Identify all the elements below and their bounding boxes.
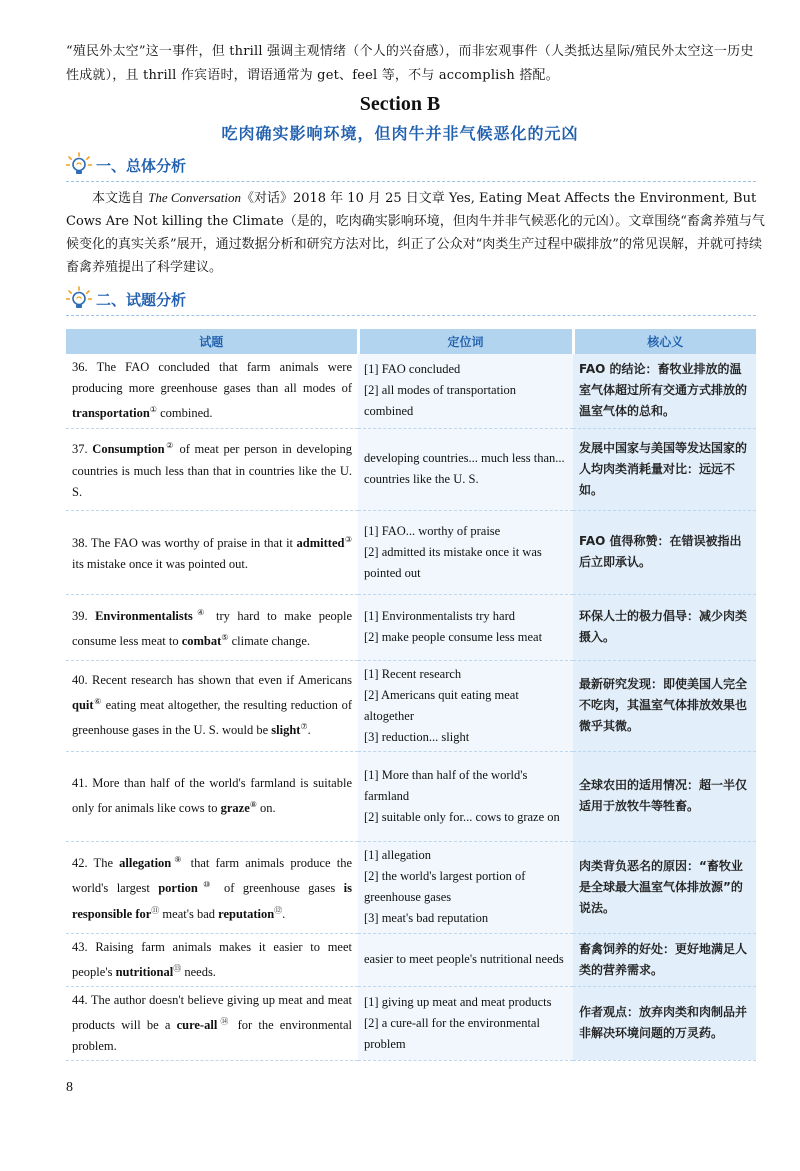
question-cell xyxy=(66,933,358,986)
question-text: . xyxy=(307,723,311,738)
locator-line: [1] allegation xyxy=(364,848,431,862)
question-text: 40. Recent research has shown that even if Americans xyxy=(72,672,352,687)
locator-cell xyxy=(358,354,573,428)
question-text: 42. The xyxy=(72,856,120,871)
locator-cell xyxy=(358,594,573,660)
overview-paragraph xyxy=(66,186,766,279)
footnote-marker: ③ xyxy=(344,534,353,544)
locator-cell xyxy=(358,986,573,1060)
table-row xyxy=(66,933,756,986)
keyword: slight xyxy=(271,723,301,738)
footnote-marker: ⑭ xyxy=(217,1016,232,1026)
column-header: 试题 xyxy=(66,329,358,354)
locator-line: [1] Environmentalists try hard xyxy=(364,609,516,623)
keyword: nutritional xyxy=(115,964,174,979)
locator-cell xyxy=(358,751,573,841)
footnote-marker: ⑪ xyxy=(151,905,160,915)
locator-line: [1] FAO concluded xyxy=(364,362,461,377)
locator-line: [3] meat's bad reputation xyxy=(364,911,489,925)
question-text: climate change. xyxy=(228,634,311,649)
heading-question-analysis xyxy=(66,286,756,312)
keyword: graze xyxy=(220,801,250,816)
question-cell xyxy=(66,594,358,660)
footnote-marker: ⑫ xyxy=(274,905,283,915)
intro-note: “殖民外太空”这一事件，但 thrill 强调主观情绪（个人的兴奋感），而非宏观事件（人类抵达星际/殖民外太空这一历史性成就），且 thrill 作宾语时，谓语通常为 get、feel 等，不与 accomplish 搭配。 xyxy=(66,44,754,83)
heading-overall-analysis xyxy=(66,152,756,178)
source-title: The Conversation xyxy=(148,190,241,205)
question-text: 37. xyxy=(72,442,93,457)
question-text: meat's bad xyxy=(159,906,219,921)
footnote-marker: ① xyxy=(149,405,157,415)
question-cell xyxy=(66,428,358,510)
locator-line: [2] suitable only for... cows to graze on xyxy=(364,809,560,824)
question-cell xyxy=(66,986,358,1060)
column-header: 核心义 xyxy=(573,329,756,354)
locator-line: [1] Recent research xyxy=(364,666,462,681)
keyword: is responsible for xyxy=(72,881,353,921)
locator-line: [2] the world's largest portion of greenhouse gases xyxy=(364,869,526,904)
core-meaning-cell: 环保人士的极力倡导：减少肉类摄入。 xyxy=(573,594,756,660)
question-text: 41. More than half of the world's farmland is suitable only for animals like cows to xyxy=(72,775,352,816)
question-text: 38. The FAO was worthy of praise in that it xyxy=(72,536,297,551)
locator-line: [3] reduction... slight xyxy=(364,729,470,744)
footnote-marker: ④ xyxy=(192,607,209,617)
footnote-marker: ⑨ xyxy=(171,855,185,865)
core-meaning-cell: 发展中国家与美国等发达国家的人均肉类消耗量对比：远远不如。 xyxy=(573,428,756,510)
question-text: for the environmental problem. xyxy=(72,1017,353,1053)
footnote-marker: ⑦ xyxy=(300,722,308,731)
locator-line: [1] giving up meat and meat products xyxy=(364,994,552,1009)
heading-text: 一、总体分析 xyxy=(96,157,187,175)
keyword: Environmentalists xyxy=(95,609,193,623)
question-text: combined. xyxy=(156,406,213,421)
footnote-marker: ⑥ xyxy=(93,696,102,706)
footnote-marker: ⑤ xyxy=(221,633,229,642)
question-text: of greenhouse gases xyxy=(215,881,344,896)
question-text: eating meat altogether, the resulting reduction of greenhouse gases in the U. S. would be xyxy=(72,698,352,738)
table-row xyxy=(66,841,756,933)
locator-line: [2] make people consume less meat xyxy=(364,630,543,644)
question-text: 43. Raising farm animals makes it easier to meet people's xyxy=(72,939,352,979)
section-subtitle: 吃肉确实影响环境，但肉牛并非气候恶化的元凶 xyxy=(221,124,579,143)
core-meaning-cell: 全球农田的适用情况：超一半仅适用于放牧牛等牲畜。 xyxy=(573,751,756,841)
core-meaning-cell: 肉类背负恶名的原因：“畜牧业是全球最大温室气体排放源”的说法。 xyxy=(573,841,756,933)
locator-line: [2] all modes of transportation combined xyxy=(364,383,517,419)
question-cell xyxy=(66,510,358,594)
lightbulb-icon xyxy=(66,152,92,178)
table-row xyxy=(66,751,756,841)
table-header-row xyxy=(66,329,756,354)
section-title: Section B xyxy=(359,93,441,115)
question-text: try hard to make people consume less meat to xyxy=(72,609,353,649)
heading-text: 二、试题分析 xyxy=(96,291,187,309)
footnote-marker: ② xyxy=(164,441,175,451)
question-analysis-table xyxy=(66,329,756,1061)
locator-line: [1] FAO... worthy of praise xyxy=(364,523,501,538)
locator-line: developing countries... much less than... countries like the U. S. xyxy=(364,451,565,486)
question-cell xyxy=(66,751,358,841)
question-cell xyxy=(66,354,358,428)
locator-line: easier to meet people's nutritional needs xyxy=(364,952,564,967)
table-row xyxy=(66,354,756,428)
keyword: combat xyxy=(181,634,222,649)
locator-cell xyxy=(358,510,573,594)
locator-cell xyxy=(358,428,573,510)
question-cell xyxy=(66,841,358,933)
locator-line: [1] More than half of the world's farmland xyxy=(364,767,528,803)
footnote-marker: ⑧ xyxy=(249,799,257,809)
core-meaning-cell: FAO 的结论：畜牧业排放的温室气体超过所有交通方式排放的温室气体的总和。 xyxy=(573,354,756,428)
question-text: that farm animals produce the world's largest xyxy=(72,856,353,896)
locator-line: [2] Americans quit eating meat altogether xyxy=(364,687,519,723)
keyword: admitted xyxy=(296,536,345,551)
footnote-marker: ⑬ xyxy=(173,963,182,973)
question-cell xyxy=(66,660,358,751)
locator-cell xyxy=(358,841,573,933)
footnote-marker: ⑩ xyxy=(197,880,216,890)
question-text: its mistake once it was pointed out. xyxy=(72,557,249,572)
table-row xyxy=(66,660,756,751)
question-text: . xyxy=(282,906,286,921)
table-row xyxy=(66,428,756,510)
table-row xyxy=(66,510,756,594)
divider xyxy=(66,315,756,316)
keyword: reputation xyxy=(218,906,275,921)
lightbulb-icon xyxy=(66,286,92,312)
column-header: 定位词 xyxy=(358,329,573,354)
locator-cell xyxy=(358,933,573,986)
locator-line: [2] admitted its mistake once it was pointed out xyxy=(364,544,542,580)
core-meaning-cell: 作者观点：放弃肉类和肉制品并非解决环境问题的万灵药。 xyxy=(573,986,756,1060)
core-meaning-cell: 最新研究发现：即使美国人完全不吃肉，其温室气体排放效果也微乎其微。 xyxy=(573,660,756,751)
question-text: needs. xyxy=(181,964,216,979)
core-meaning-cell: 畜禽饲养的好处：更好地满足人类的营养需求。 xyxy=(573,933,756,986)
paragraph-text: 《对话》2018 年 10 月 25 日文章 Yes, Eating Meat Affects the Environment, But Cows Are Not killing the Climate（是的，吃肉确实影响环境，但肉牛并非气候恶化的元凶）。文章围绕“畜禽养殖与气候变化的真实关系”展开，通过数据分析和研究方法对比，纠正了公众对“肉类生产过程中碳排放”的常见误解，并就可持续畜禽养殖提出了科学建议。 xyxy=(66,191,765,275)
divider xyxy=(66,181,756,182)
paragraph-text: 本文选自 xyxy=(92,191,149,206)
locator-line: [2] a cure-all for the environmental problem xyxy=(364,1015,540,1051)
question-text: 39. xyxy=(72,609,96,623)
table-row xyxy=(66,594,756,660)
keyword: allegation xyxy=(119,856,172,871)
keyword: cure-all xyxy=(176,1017,218,1032)
locator-cell xyxy=(358,660,573,751)
question-text: of meat per person in developing countries is much less than that in countries like the U. S. xyxy=(72,442,353,499)
keyword: portion xyxy=(158,881,198,896)
table-row xyxy=(66,986,756,1060)
question-text: on. xyxy=(256,801,276,816)
question-text: 36. The FAO concluded that farm animals were producing more greenhouse gases than all modes of xyxy=(72,360,352,396)
keyword: Consumption xyxy=(92,442,165,457)
keyword: quit xyxy=(72,698,94,712)
question-text: 44. The author doesn't believe giving up meat and meat products will be a xyxy=(72,992,352,1032)
page-number: 8 xyxy=(66,1080,73,1095)
core-meaning-cell: FAO 值得称赞：在错误被指出后立即承认。 xyxy=(573,510,756,594)
keyword: transportation xyxy=(72,406,150,421)
